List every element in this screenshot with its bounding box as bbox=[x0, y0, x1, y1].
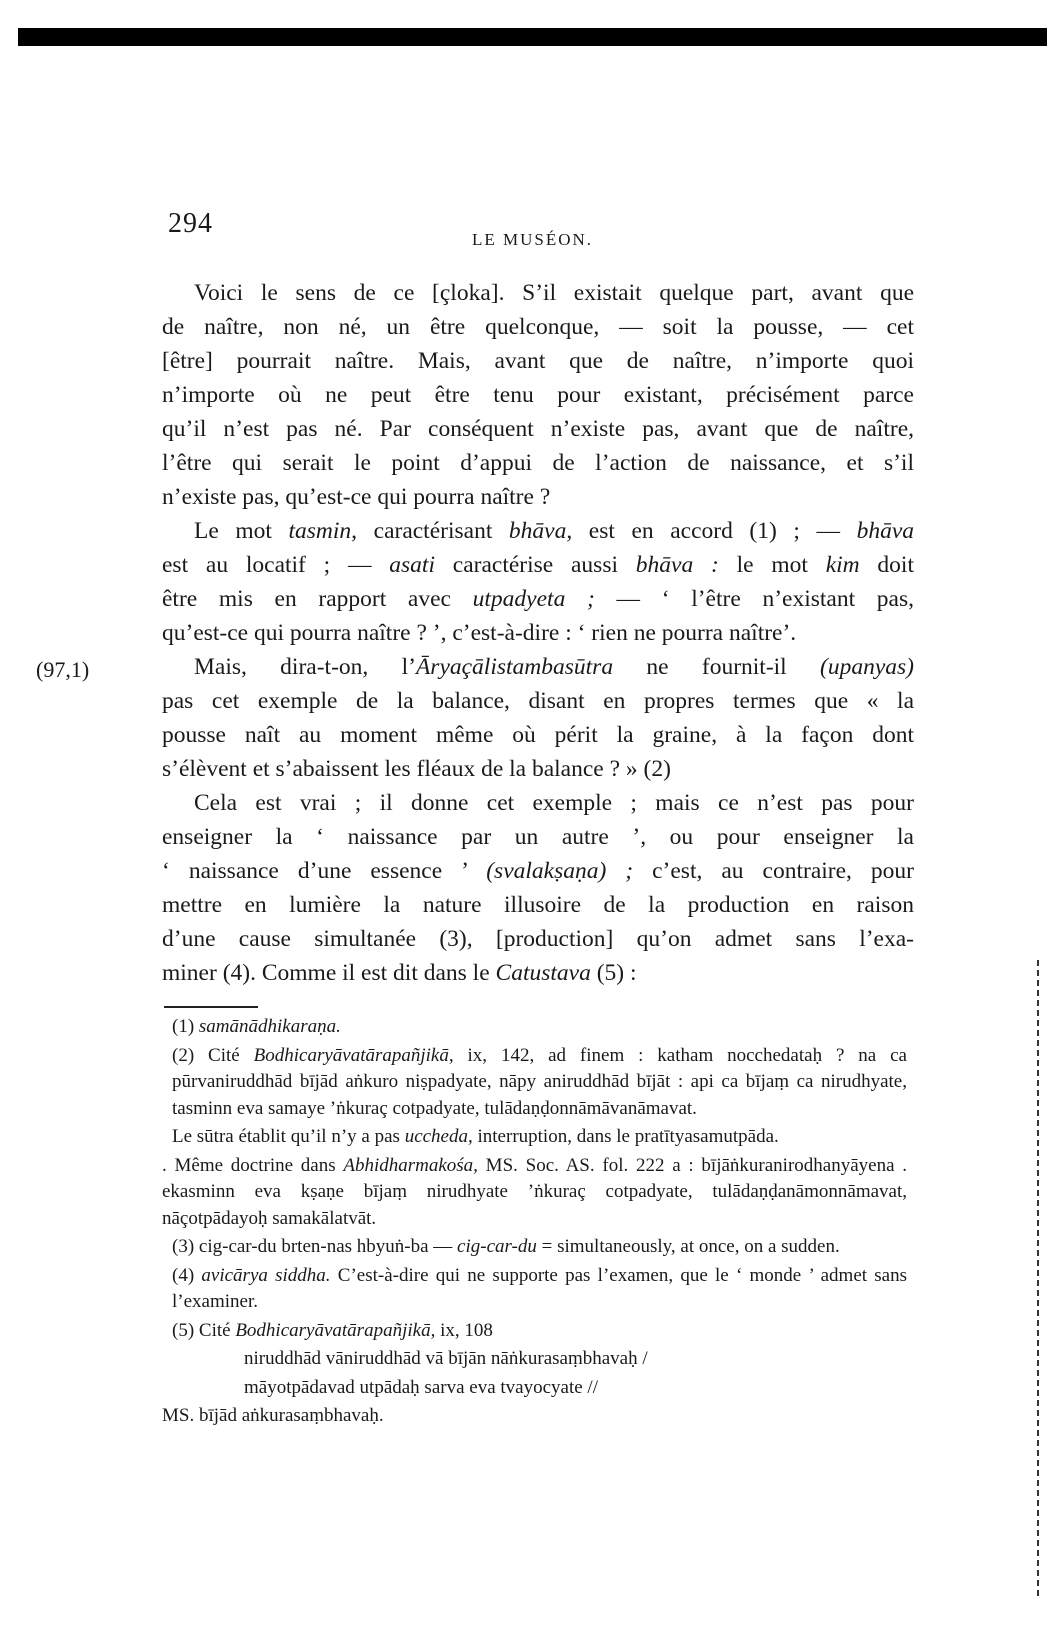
footnote-separator bbox=[164, 1006, 258, 1008]
text-line: mettre en lumière la nature illusoire de la production en raison bbox=[162, 892, 914, 918]
footnote-2-continuation: Le sūtra établit qu’il n’y a pas uccheda, interruption, dans le pratītyasamutpāda. bbox=[172, 1126, 779, 1147]
scan-edge-mark bbox=[1037, 960, 1039, 1600]
text-line: d’une cause simultanée (3), [production] qu’on admet sans l’exa- bbox=[162, 926, 914, 952]
paragraph-2 bbox=[162, 514, 914, 650]
text-line: être mis en rapport avec utpadyeta ; — ‘ l’être n’existant pas, bbox=[162, 586, 915, 612]
text-line: miner (4). Comme il est dit dans le Catustava (5) : bbox=[162, 960, 637, 986]
margin-reference: (97,1) bbox=[36, 657, 90, 682]
text-line: qu’il n’est pas né. Par conséquent n’existe pas, avant que de naître, bbox=[162, 416, 914, 442]
footnote-2-continuation: . Même doctrine dans Abhidharmakośa, MS. Soc. AS. fol. 222 a : bījāṅkuranirodhanyāyena . ekasminn eva kṣaṇe bījaṃ nirudhyate ’ṅkuraç cotpadyate, tulādaṇḍanāmonnāmavat, nāçotpādayoḥ samakālatvāt. bbox=[162, 1154, 908, 1229]
scan-border-bar bbox=[18, 28, 1047, 46]
verse-line: niruddhād vāniruddhād vā bījān nāṅkurasaṃbhavaḥ / bbox=[244, 1348, 648, 1369]
text-line: Voici le sens de ce [çloka]. S’il existait quelque part, avant que bbox=[194, 280, 914, 306]
text-line: Le mot tasmin, caractérisant bhāva, est en accord (1) ; — bhāva bbox=[194, 518, 915, 544]
text-line: l’être qui serait le point d’appui de l’action de naissance, et s’il bbox=[162, 450, 914, 476]
paragraph-1 bbox=[162, 276, 914, 514]
main-text bbox=[162, 276, 914, 990]
text-line: enseigner la ‘ naissance par un autre ’, ou pour enseigner la bbox=[162, 824, 914, 850]
footnote-3: (3) cig-car-du brten-nas hbyuṅ-ba — cig-car-du = simultaneously, at once, on a sudden. bbox=[172, 1236, 840, 1257]
text-line: Mais, dira-t-on, l’Āryaçālistambasūtra ne fournit-il (upanyas) bbox=[194, 654, 914, 680]
footnote-4: (4) avicārya siddha. C’est-à-dire qui ne supporte pas l’examen, que le ‘ monde ’ admet sans l’examiner. bbox=[172, 1264, 908, 1312]
footnote-5: (5) Cité Bodhicaryāvatārapañjikā, ix, 108 bbox=[172, 1319, 493, 1341]
paragraph-3 bbox=[162, 650, 914, 786]
text-line: s’élèvent et s’abaissent les fléaux de la balance ? » (2) bbox=[162, 756, 671, 782]
text-line: Cela est vrai ; il donne cet exemple ; mais ce n’est pas pour bbox=[194, 790, 914, 816]
footnote-1: (1) samānādhikaraṇa. bbox=[172, 1016, 341, 1037]
running-head: LE MUSÉON. bbox=[472, 230, 594, 249]
text-line: est au locatif ; — asati caractérise aussi bhāva : le mot kim doit bbox=[162, 552, 914, 578]
paragraph-4 bbox=[162, 786, 914, 990]
footnotes bbox=[162, 1014, 907, 1432]
text-line: n’importe où ne peut être tenu pour existant, précisément parce bbox=[162, 382, 914, 408]
text-line: de naître, non né, un être quelconque, — soit la pousse, — cet bbox=[162, 314, 914, 340]
text-line: pas cet exemple de la balance, disant en propres termes que « la bbox=[162, 688, 914, 714]
text-line: n’existe pas, qu’est-ce qui pourra naître ? bbox=[162, 484, 551, 510]
footnote-2: (2) Cité Bodhicaryāvatārapañjikā, ix, 142, ad finem : katham nocchedataḥ ? na ca pūrvaniruddhād bījād aṅkuro niṣpadyate, nāpy aniruddhād bījāt : api ca bījaṃ ca nirudhyate, tasminn eva samaye ’ṅkuraç cotpadyate, tulādaṇḍonnāmāvanāmavat. bbox=[172, 1044, 907, 1119]
page-number: 294 bbox=[168, 208, 213, 239]
text-line: ‘ naissance d’une essence ’ (svalakṣaṇa) ; c’est, au contraire, pour bbox=[162, 858, 914, 884]
text-line: pousse naît au moment même où périt la graine, à la façon dont bbox=[162, 722, 914, 748]
text-line: [être] pourrait naître. Mais, avant que de naître, n’importe quoi bbox=[162, 348, 914, 374]
verse-line: māyotpādavad utpādaḥ sarva eva tvayocyate // bbox=[244, 1376, 598, 1398]
text-line: qu’est-ce qui pourra naître ? ’, c’est-à-dire : ‘ rien ne pourra naître’. bbox=[162, 620, 797, 646]
manuscript-variant: MS. bījād aṅkurasaṃbhavaḥ. bbox=[162, 1405, 384, 1426]
